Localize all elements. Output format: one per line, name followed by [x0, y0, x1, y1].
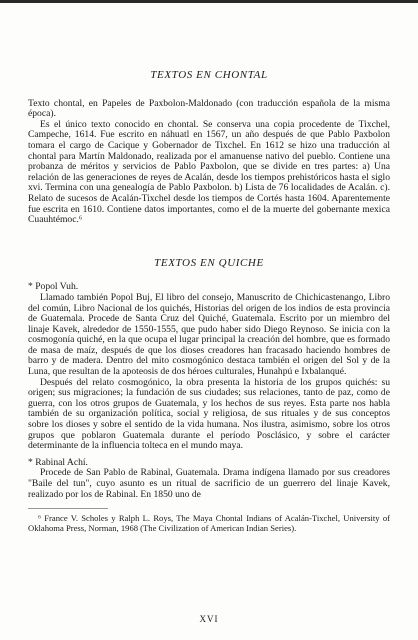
rabinal-achi-label: * Rabinal Achí. — [28, 456, 88, 468]
heading-chontal: TEXTOS EN CHONTAL — [150, 69, 268, 81]
page-body — [28, 70, 390, 533]
page-number: XVI — [199, 614, 219, 624]
chontal-title-line: Texto chontal, en Papeles de Paxbolon-Maldonado (con traducción española de la misma época). — [28, 97, 390, 120]
chontal-body: Es el único texto conocido en chontal. Se conserva una copia procedente de Tixchel, Campeche, 1614. Fue escrito en náhuatl en 1567, un año después de que Pablo Paxbolon tomara el cargo de Cacique y Gobernador de Tixchel. En 1612 se hizo una traducción al chontal para Martín Maldonado, realizada por el amanuense nativo del pueblo. Contiene una probanza de méritos y servicios de Pablo Paxbolon, que se divide en tres partes: a) Una relación de las generaciones de reyes de Acalán, desde los tiempos prehistóricos hasta el siglo xvi. Termina con una genealogía de Pablo Paxbolon. b) Lista de 76 localidades de Acalán. c). Relato de sucesos de Acalán-Tixchel desde los tiempos de Cortés hasta 1604. Aparentemente fue escrita en 1610. Contiene datos importantes, como el de la muerte del gobernante mexica Cuauhtémoc.⁶ — [28, 118, 390, 226]
heading-quiche: TEXTOS EN QUICHE — [154, 256, 264, 269]
footnote: ⁶ France V. Scholes y Ralph L. Roys, The Maya Chontal Indians of Acalán-Tixchel, University of Oklahoma Press, Norman, 1968 (The Civilization of American Indian Series). — [28, 513, 390, 534]
rabinal-achi-body: Procede de San Pablo de Rabinal, Guatemala. Drama indígena llamado por sus creadores "Baile del tun", cuyo asunto es un ritual de sacrificio de un guerrero del linaje Kavek, realizado por los de Rabinal. En 1850 uno de — [28, 467, 390, 500]
popol-vuh-body-2: Después del relato cosmogónico, la obra presenta la historia de los grupos quichés: su origen; sus migraciones; la fundación de sus ciudades; sus relaciones, tanto de paz, como de guerra, con los otros grupos de Guatemala, y los hechos de sus reyes. Esta parte nos habla también de su organización política, social y religiosa, de sus rituales y de sus conceptos sobre los dioses y sobre el sentido de la vida humana. Nos ilustra, asimismo, sobre los otros grupos que poblaron Guatemala durante el período Posclásico, y sobre el carácter determinante de la influencia tolteca en el mundo maya. — [28, 376, 390, 452]
footnote-rule — [28, 508, 108, 509]
popol-vuh-body: Llamado también Popol Buj, El libro del consejo, Manuscrito de Chichicastenango, Libro del común, Libro Nacional de los quichés, Historias del origen de los indios de esta provincia de Guatemala. Procede de Santa Cruz del Quiché, Guatemala. Escrito por un miembro del linaje Kavek, alrededor de 1550-1555, que pudo haber sido Diego Reynoso. Se inicia con la cosmogonía quiché, en la que ocupa el lugar principal la creación del hombre, que es formado de masa de maíz, después de que los dioses creadores han fracasado haciendo hombres de barro y de madera. Dentro del mito cosmogónico destaca también el origen del Sol y de la Luna, que resultan de la apoteosis de dos héroes culturales, Hunahpú e Ixbalanqué. — [28, 291, 390, 378]
popol-vuh-label: * Popol Vuh. — [28, 281, 79, 293]
